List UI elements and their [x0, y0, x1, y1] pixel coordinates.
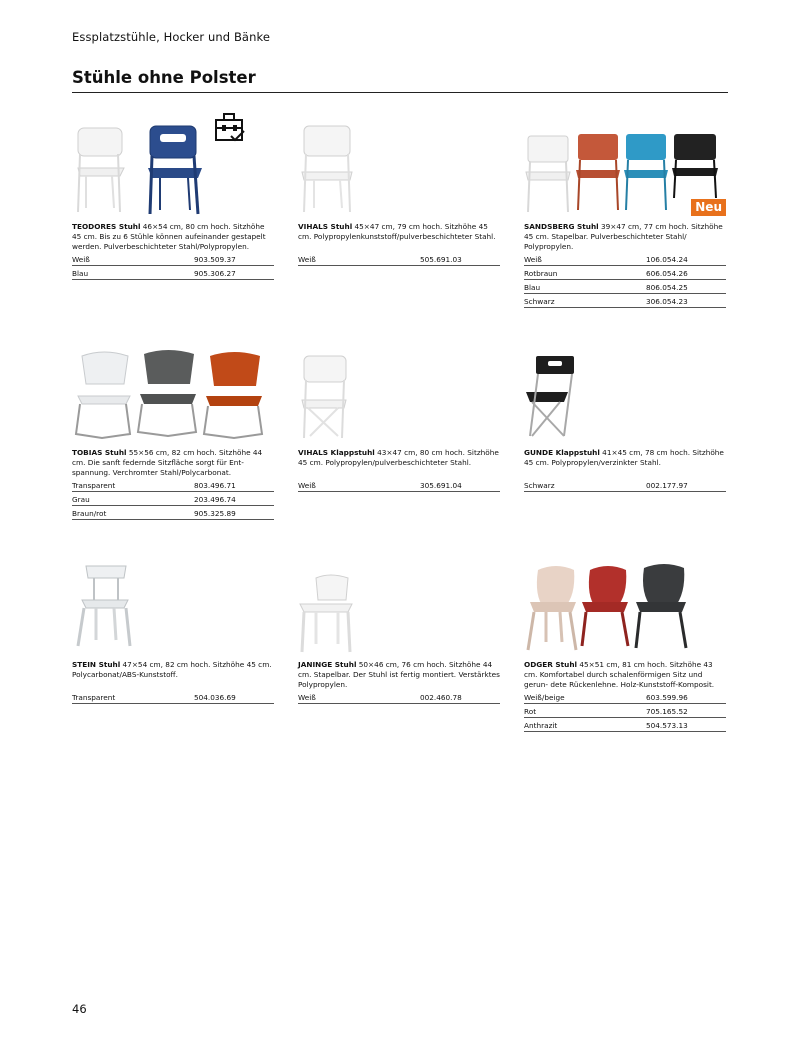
chair-white: [526, 136, 570, 212]
product-teodores: [72, 118, 274, 280]
product-description: VIHALS Klappstuhl 43×47 cm, 80 cm hoch. Sitzhöhe 45 cm. Polypropylen/pulverbeschichteter Stahl.: [298, 448, 499, 467]
product-description: SANDSBERG Stuhl 39×47 cm, 77 cm hoch. Sitzhöhe 45 cm. Stapelbar. Pulverbeschichteter Stahl/ Polypropylen.: [524, 222, 723, 251]
product-odger: [524, 556, 726, 732]
product-description: ODGER Stuhl 45×51 cm, 81 cm hoch. Sitzhöhe 43 cm. Komfortabel durch schalenförmigen Sitz und gerun- dete Rückenlehne. Holz-Kunststoff-Komposit.: [524, 660, 715, 689]
category-heading: Essplatzstühle, Hocker und Bänke: [72, 30, 270, 44]
variant-table: [72, 478, 274, 520]
product-gunde: [524, 344, 726, 492]
table-row: Rotbraun 606.054.26: [524, 266, 726, 280]
table-row: Weiß 002.460.78: [298, 690, 500, 704]
product-description: GUNDE Klappstuhl 41×45 cm, 78 cm hoch. Sitzhöhe 45 cm. Polypropylen/verzinkter Stahl.: [524, 448, 724, 467]
table-row: Weiß 505.691.03: [298, 252, 500, 266]
table-row: Transparent 504.036.69: [72, 690, 274, 704]
chair-blue: [148, 126, 202, 214]
product-vihals-stuhl: [298, 118, 500, 266]
variant-table: [72, 252, 274, 280]
table-row: Transparent 803.496.71: [72, 478, 274, 492]
product-image: [298, 556, 500, 654]
table-row: Anthrazit 504.573.13: [524, 718, 726, 732]
product-description: JANINGE Stuhl 50×46 cm, 76 cm hoch. Sitzhöhe 44 cm. Stapelbar. Der Stuhl ist fertig montiert. Verstärktes Polypropylen.: [298, 660, 500, 689]
assembly-briefcase-icon: [214, 112, 246, 146]
product-image: [524, 344, 726, 442]
variant-table: [524, 690, 726, 732]
product-image: [298, 344, 500, 442]
folding-chair-white: [302, 356, 346, 438]
chair-transparent: [78, 566, 130, 646]
variant-table: [524, 252, 726, 308]
variant-table: [298, 252, 500, 266]
variant-table: [524, 478, 726, 492]
table-row: Rot 705.165.52: [524, 704, 726, 718]
product-description: STEIN Stuhl 47×54 cm, 82 cm hoch. Sitzhöhe 45 cm. Polycarbonat/ABS-Kunststoff.: [72, 660, 272, 679]
table-row: Weiß 903.509.37: [72, 252, 274, 266]
table-row: Weiß 106.054.24: [524, 252, 726, 266]
chair-black: [672, 134, 718, 198]
product-description: TOBIAS Stuhl 55×56 cm, 82 cm hoch. Sitzhöhe 44 cm. Die sanft federnde Sitzfläche sorgt für Ent- spannung. Verchromter Stahl/Polycarbonat.: [72, 448, 263, 477]
table-row: Weiß/beige 603.599.96: [524, 690, 726, 704]
table-row: Weiß 305.691.04: [298, 478, 500, 492]
product-janinge: [298, 556, 500, 704]
page-number: 46: [72, 1002, 87, 1016]
table-row: Grau 203.496.74: [72, 492, 274, 506]
product-description: TEODORES Stuhl 46×54 cm, 80 cm hoch. Sitzhöhe 45 cm. Bis zu 6 Stühle können aufeinander gestapelt werden. Pulverbeschichteter Stahl/Polypropylen.: [72, 222, 266, 251]
product-image: [524, 556, 726, 654]
chair-blue: [624, 134, 668, 210]
chair-anthracite: [636, 564, 686, 648]
table-row: Braun/rot 905.325.89: [72, 506, 274, 520]
chair-grey: [138, 350, 196, 436]
product-sandsberg: [524, 118, 726, 308]
product-image: [72, 118, 274, 216]
new-badge: Neu: [691, 199, 726, 216]
folding-chair-black: [526, 356, 574, 436]
product-stein: [72, 556, 274, 704]
table-row: Schwarz 306.054.23: [524, 294, 726, 308]
table-row: Blau 806.054.25: [524, 280, 726, 294]
chair-transparent: [76, 352, 130, 438]
product-image: [72, 344, 274, 442]
variant-table: [298, 690, 500, 704]
chair-white: [302, 126, 352, 212]
chair-white: [300, 575, 352, 652]
chair-white-beige: [528, 566, 576, 650]
product-image: [524, 118, 726, 216]
product-image: [298, 118, 500, 216]
table-row: Blau 905.306.27: [72, 266, 274, 280]
chair-brown-red: [204, 352, 262, 438]
product-description: VIHALS Stuhl 45×47 cm, 79 cm hoch. Sitzhöhe 45 cm. Polypropylenkunststoff/pulverbeschichteter Stahl.: [298, 222, 496, 241]
variant-table: [298, 478, 500, 492]
product-vihals-klappstuhl: [298, 344, 500, 492]
page-title: Stühle ohne Polster: [72, 68, 256, 87]
title-divider: [72, 92, 728, 93]
chair-red-brown: [576, 134, 620, 210]
product-tobias: [72, 344, 274, 520]
chair-white: [78, 128, 124, 212]
table-row: Schwarz 002.177.97: [524, 478, 726, 492]
variant-table: [72, 690, 274, 704]
chair-red: [582, 566, 628, 646]
product-image: [72, 556, 274, 654]
